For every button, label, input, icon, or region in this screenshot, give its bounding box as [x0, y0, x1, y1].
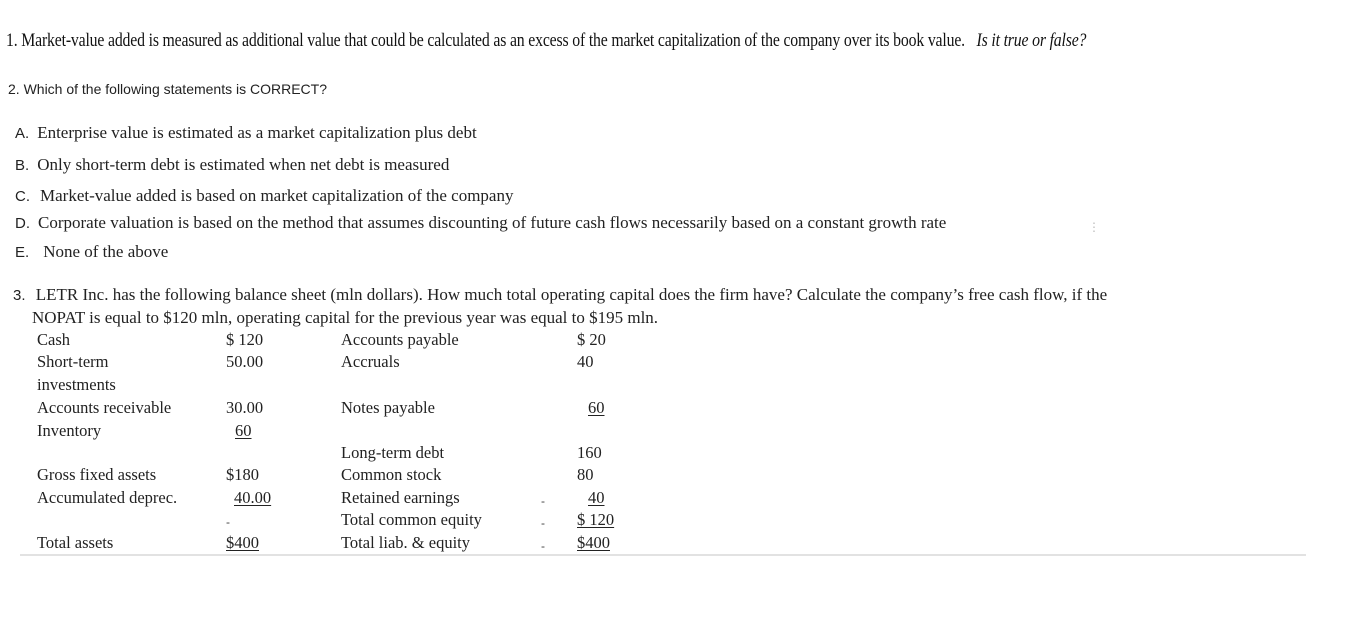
option-text: None of the above — [43, 242, 169, 261]
bs-label: Total assets — [37, 533, 114, 552]
bs-value: 40.00 — [234, 488, 272, 507]
bs-value: 40 — [577, 352, 594, 371]
bs-label: Notes payable — [341, 398, 435, 417]
bs-label: Accounts receivable — [37, 398, 172, 417]
bs-label: Accumulated deprec. — [37, 488, 178, 507]
bs-label: Accounts payable — [341, 330, 459, 349]
bs-label: Cash — [37, 330, 70, 349]
option-text: Enterprise value is estimated as a market capitalization plus debt — [37, 123, 477, 142]
bs-value: 60 — [588, 398, 605, 417]
question-1 — [6, 30, 1086, 52]
bs-dash: - — [541, 539, 545, 553]
option-letter: A. — [15, 125, 30, 142]
question-3-line-1 — [13, 285, 1107, 305]
bs-dash: - — [541, 494, 545, 508]
question-3-number: 3. — [13, 287, 26, 304]
question-1-text: 1. Market-value added is measured as additional value that could be calculated as an excess of the market capitalization of the company over its book value. — [6, 30, 965, 51]
option-d — [15, 213, 946, 233]
option-text: Only short-term debt is estimated when net debt is measured — [37, 155, 450, 174]
bs-label: Total common equity — [341, 510, 482, 529]
bs-label: Total liab. & equity — [341, 533, 470, 552]
bs-label: Short-term — [37, 352, 109, 371]
bs-label: investments — [37, 375, 116, 394]
option-letter: D. — [15, 215, 30, 232]
bs-label: Accruals — [341, 352, 400, 371]
option-text: Corporate valuation is based on the method that assumes discounting of future cash flows necessarily based on a constant growth rate — [38, 213, 947, 232]
bs-value: 80 — [577, 465, 594, 484]
bs-value: $ 20 — [577, 330, 606, 349]
bs-value: 50.00 — [226, 352, 264, 371]
bs-label: Common stock — [341, 465, 442, 484]
bs-value: $ 120 — [226, 330, 264, 349]
option-e — [15, 242, 168, 262]
question-1-prompt: Is it true or false? — [976, 30, 1087, 51]
bs-label: Gross fixed assets — [37, 465, 157, 484]
question-3-line-2: NOPAT is equal to $120 mln, operating capital for the previous year was equal to $195 mln. — [32, 308, 659, 327]
option-a — [15, 123, 477, 143]
bs-dash: - — [541, 516, 545, 530]
option-b — [15, 155, 449, 175]
bs-value: $180 — [226, 465, 259, 484]
bs-label: Retained earnings — [341, 488, 460, 507]
bs-dash: - — [226, 515, 230, 529]
bs-value: 40 — [588, 488, 605, 507]
bs-value: 60 — [235, 421, 252, 440]
option-text: Market-value added is based on market capitalization of the company — [40, 186, 514, 205]
ellipsis-mark: ⋮ — [1088, 220, 1100, 234]
bs-label: Inventory — [37, 421, 102, 440]
question-2-title: 2. Which of the following statements is CORRECT? — [8, 81, 328, 97]
bs-value: $400 — [577, 533, 610, 552]
option-letter: B. — [15, 157, 30, 174]
option-letter: E. — [15, 244, 30, 261]
option-letter: C. — [15, 188, 30, 205]
bottom-divider — [20, 554, 1306, 556]
question-3-text: LETR Inc. has the following balance sheet (mln dollars). How much total operating capital does the firm have? Calculate the company’s free cash flow, if the — [35, 285, 1108, 304]
option-c — [15, 186, 513, 206]
bs-value: 30.00 — [226, 398, 264, 417]
bs-value: 160 — [577, 443, 602, 462]
bs-value: $400 — [226, 533, 259, 552]
bs-label: Long-term debt — [341, 443, 445, 462]
bs-value: $ 120 — [577, 510, 615, 529]
